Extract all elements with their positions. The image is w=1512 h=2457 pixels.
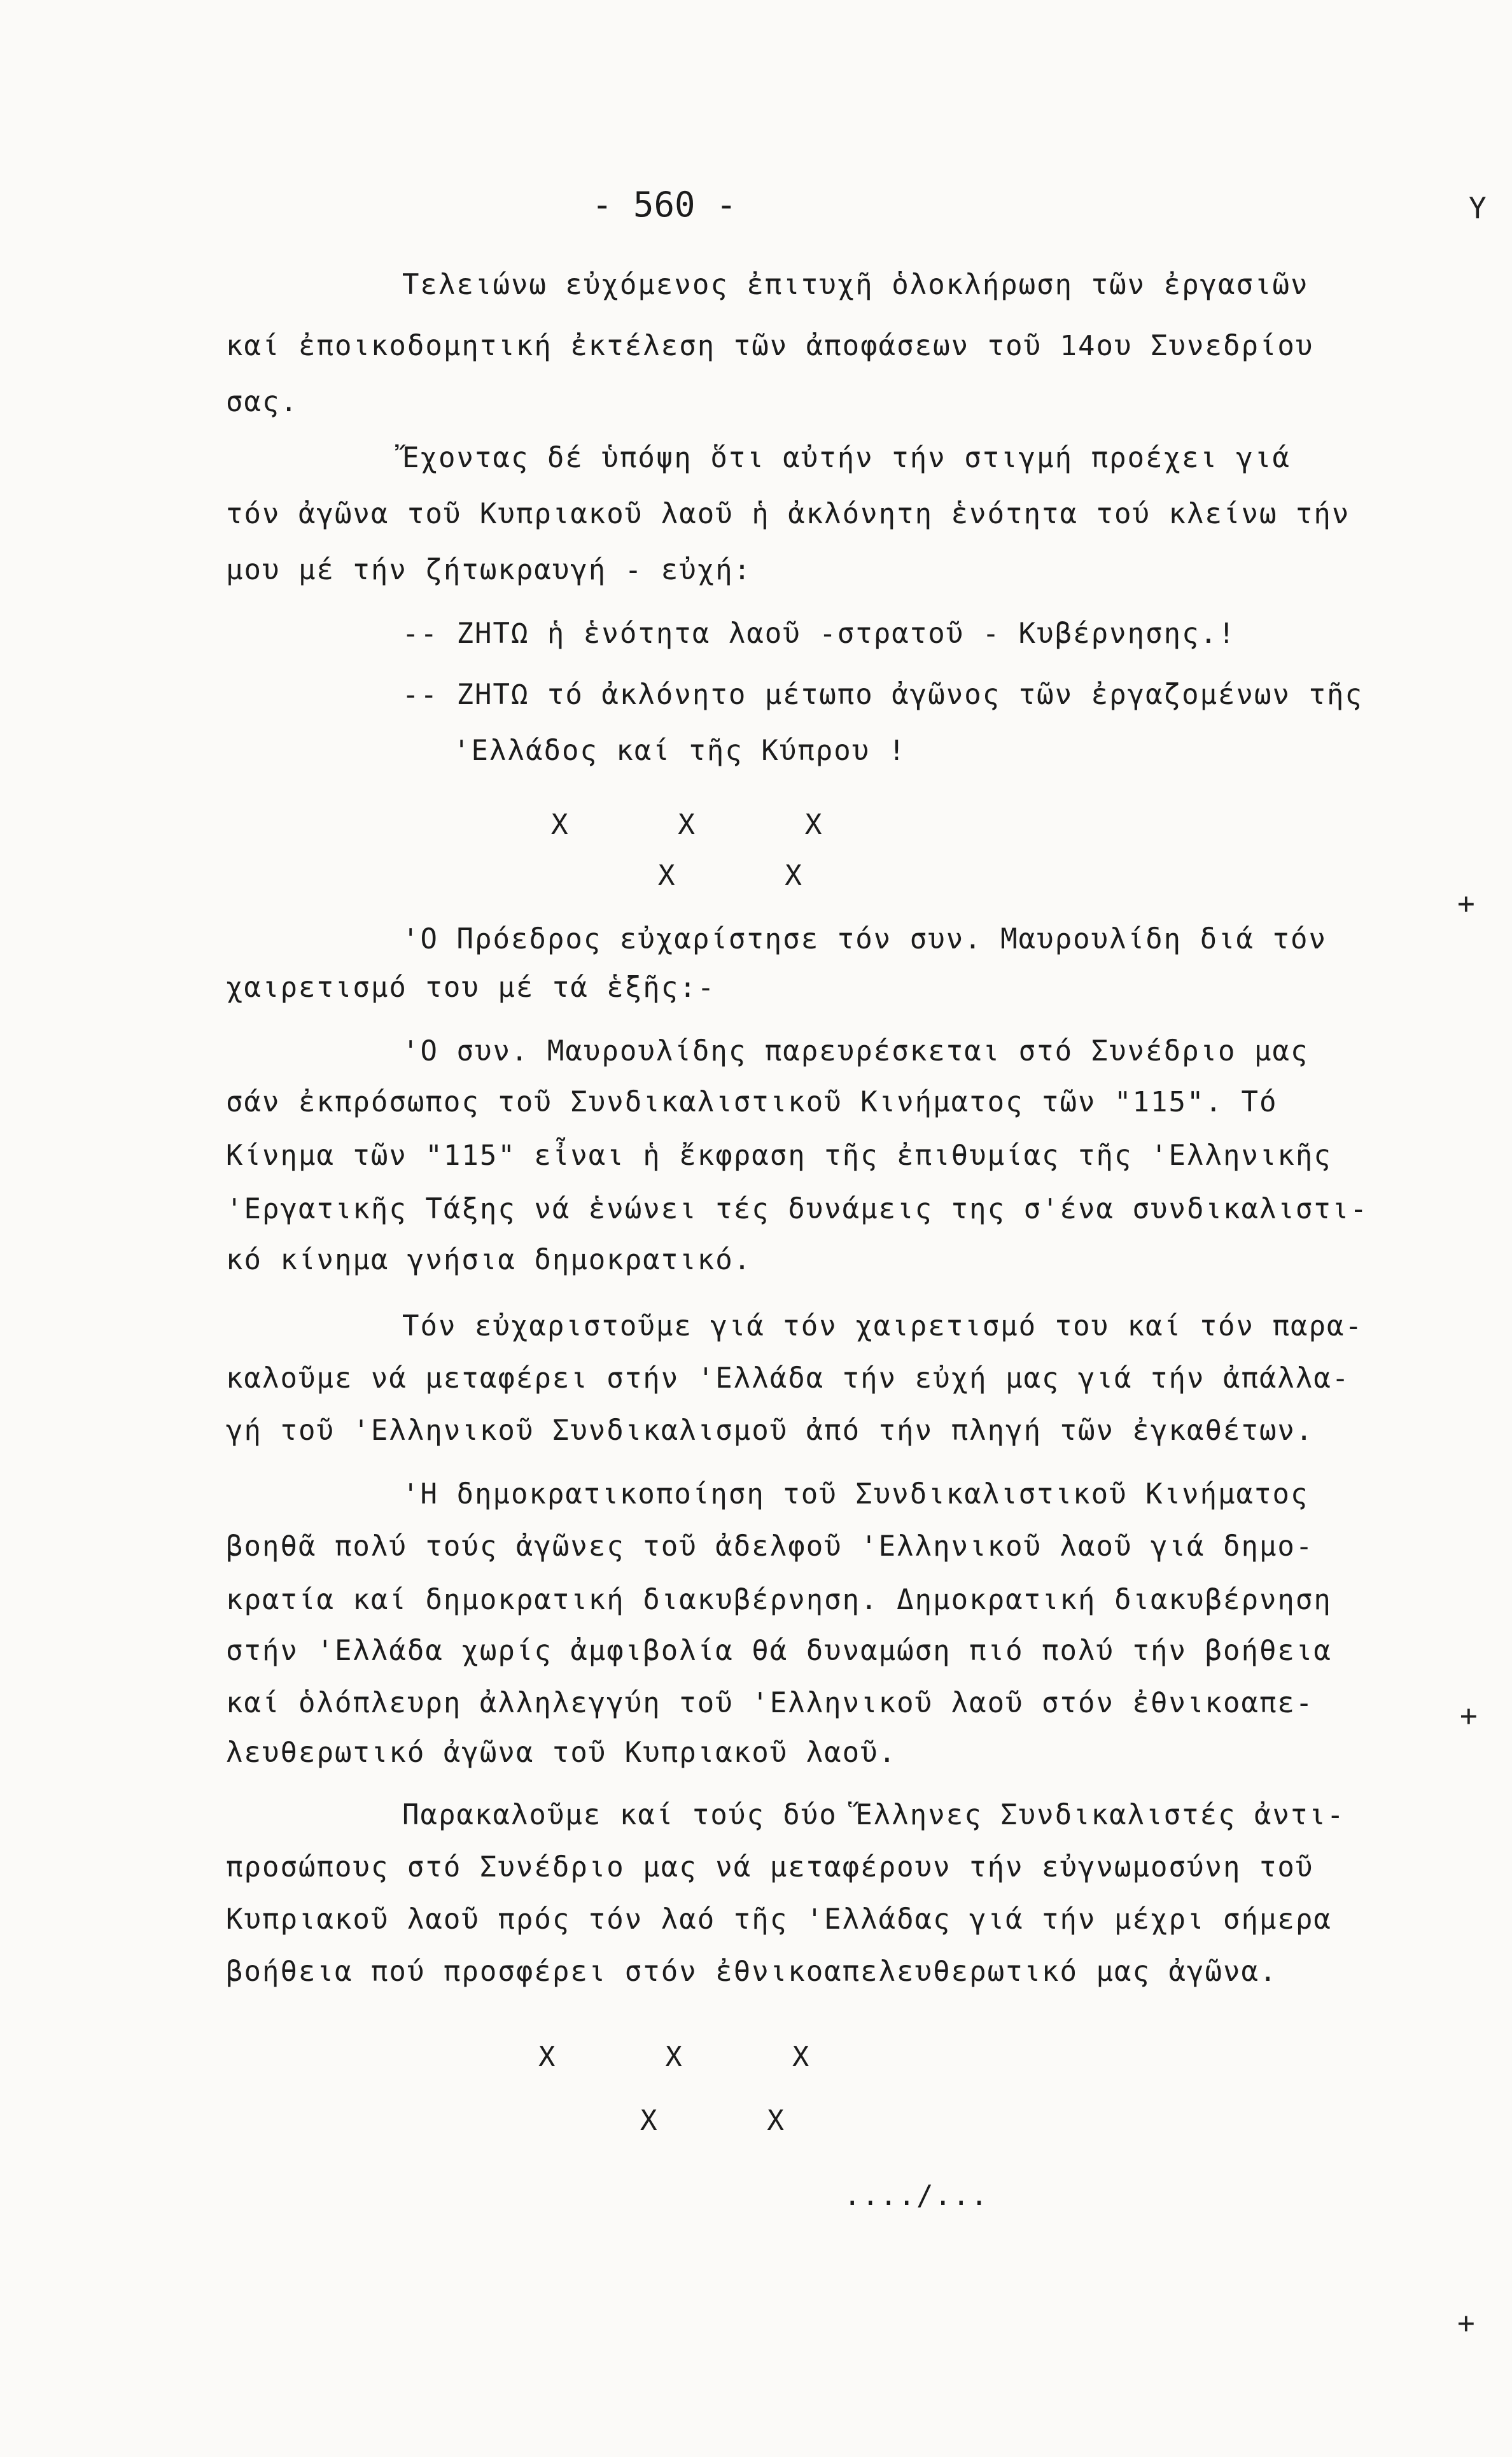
paragraph-4-line-5: κό κίνημα γνήσια δημοκρατικό. <box>226 1244 752 1276</box>
margin-mark-right-1: + <box>1457 886 1475 920</box>
paragraph-2-line-3: μου μέ τήν ζήτωκραυγή - εὐχή: <box>226 554 752 586</box>
separator-1-row-1: X X X <box>551 808 823 841</box>
paragraph-7-line-3: Κυπριακοῦ λαοῦ πρός τόν λαό τῆς 'Ελλάδας γιά τήν μέχρι σήμερα <box>226 1903 1332 1936</box>
slogan-1: -- ΖΗΤΩ ἡ ἑνότητα λαοῦ -στρατοῦ - Κυβέρνησης.! <box>402 617 1236 650</box>
paragraph-6-line-2: βοηθᾶ πολύ τούς ἀγῶνες τοῦ ἀδελφοῦ 'Ελληνικοῦ λαοῦ γιά δημο- <box>226 1530 1314 1563</box>
paragraph-4-line-4: 'Εργατικῆς Τάξης νά ἑνώνει τές δυνάμεις της σ'ένα συνδικαλιστι- <box>226 1193 1368 1225</box>
separator-1-row-2: X X <box>658 859 803 892</box>
paragraph-5-line-2: καλοῦμε νά μεταφέρει στήν 'Ελλάδα τήν εὐχή μας γιά τήν ἀπάλλα- <box>226 1362 1350 1395</box>
paragraph-3-line-2: χαιρετισμό του μέ τά ἑξῆς:- <box>226 971 716 1004</box>
margin-mark-right-2: + <box>1460 1698 1478 1733</box>
paragraph-1-line-2: καί ἐποικοδομητική ἐκτέλεση τῶν ἀποφάσεων τοῦ 14ου Συνεδρίου <box>226 330 1314 362</box>
separator-2-row-1: X X X <box>538 2041 811 2073</box>
continuation-mark: ..../... <box>844 2179 989 2212</box>
paragraph-1-line-3: σας. <box>226 386 298 418</box>
paragraph-4-line-2: σάν ἐκπρόσωπος τοῦ Συνδικαλιστικοῦ Κινήματος τῶν "115". Τό <box>226 1086 1278 1118</box>
paragraph-6-line-4: στήν 'Ελλάδα χωρίς ἀμφιβολία θά δυναμώση πιό πολύ τήν βοήθεια <box>226 1635 1332 1667</box>
page-number: - 560 - <box>592 185 737 225</box>
slogan-2-line-2: 'Ελλάδος καί τῆς Κύπρου ! <box>453 735 907 767</box>
paragraph-7-line-1: Παρακαλοῦμε καί τούς δύο Ἕλληνες Συνδικαλιστές ἀντι- <box>402 1799 1345 1831</box>
paragraph-2-line-1: Ἔχοντας δέ ὑπόψη ὅτι αὐτήν τήν στιγμή προέχει γιά <box>402 442 1291 474</box>
slogan-2-line-1: -- ΖΗΤΩ τό ἀκλόνητο μέτωπο ἀγῶνος τῶν ἐργαζομένων τῆς <box>402 679 1363 711</box>
paragraph-6-line-6: λευθερωτικό ἀγῶνα τοῦ Κυπριακοῦ λαοῦ. <box>226 1736 897 1769</box>
margin-mark-top-right: Y <box>1469 191 1487 225</box>
paragraph-5-line-3: γή τοῦ 'Ελληνικοῦ Συνδικαλισμοῦ ἀπό τήν πληγή τῶν ἐγκαθέτων. <box>226 1414 1314 1447</box>
separator-2-row-2: X X <box>640 2104 785 2137</box>
paragraph-4-line-1: 'Ο συν. Μαυρουλίδης παρευρέσκεται στό Συνέδριο μας <box>402 1035 1309 1067</box>
paragraph-3-line-1: 'Ο Πρόεδρος εὐχαρίστησε τόν συν. Μαυρουλίδη διά τόν <box>402 923 1327 955</box>
margin-mark-bottom-right: + <box>1457 2306 1475 2340</box>
paragraph-6-line-3: κρατία καί δημοκρατική διακυβέρνηση. Δημοκρατική διακυβέρνηση <box>226 1584 1332 1616</box>
paragraph-4-line-3: Κίνημα τῶν "115" εἶναι ἡ ἔκφραση τῆς ἐπιθυμίας τῆς 'Ελληνικῆς <box>226 1139 1332 1172</box>
paragraph-6-line-1: 'Η δημοκρατικοποίηση τοῦ Συνδικαλιστικοῦ Κινήματος <box>402 1478 1309 1510</box>
paragraph-7-line-4: βοήθεια πού προσφέρει στόν ἐθνικοαπελευθερωτικό μας ἀγῶνα. <box>226 1955 1278 1988</box>
paragraph-7-line-2: προσώπους στό Συνέδριο μας νά μεταφέρουν τήν εὐγνωμοσύνη τοῦ <box>226 1851 1314 1883</box>
paragraph-1-line-1: Τελειώνω εὐχόμενος ἐπιτυχῆ ὁλοκλήρωση τῶν ἐργασιῶν <box>402 269 1309 301</box>
paragraph-5-line-1: Τόν εὐχαριστοῦμε γιά τόν χαιρετισμό του καί τόν παρα- <box>402 1310 1363 1342</box>
paragraph-6-line-5: καί ὁλόπλευρη ἀλληλεγγύη τοῦ 'Ελληνικοῦ λαοῦ στόν ἐθνικοαπε- <box>226 1687 1314 1719</box>
paragraph-2-line-2: τόν ἀγῶνα τοῦ Κυπριακοῦ λαοῦ ἡ ἀκλόνητη ἑνότητα τού κλείνω τήν <box>226 498 1350 530</box>
